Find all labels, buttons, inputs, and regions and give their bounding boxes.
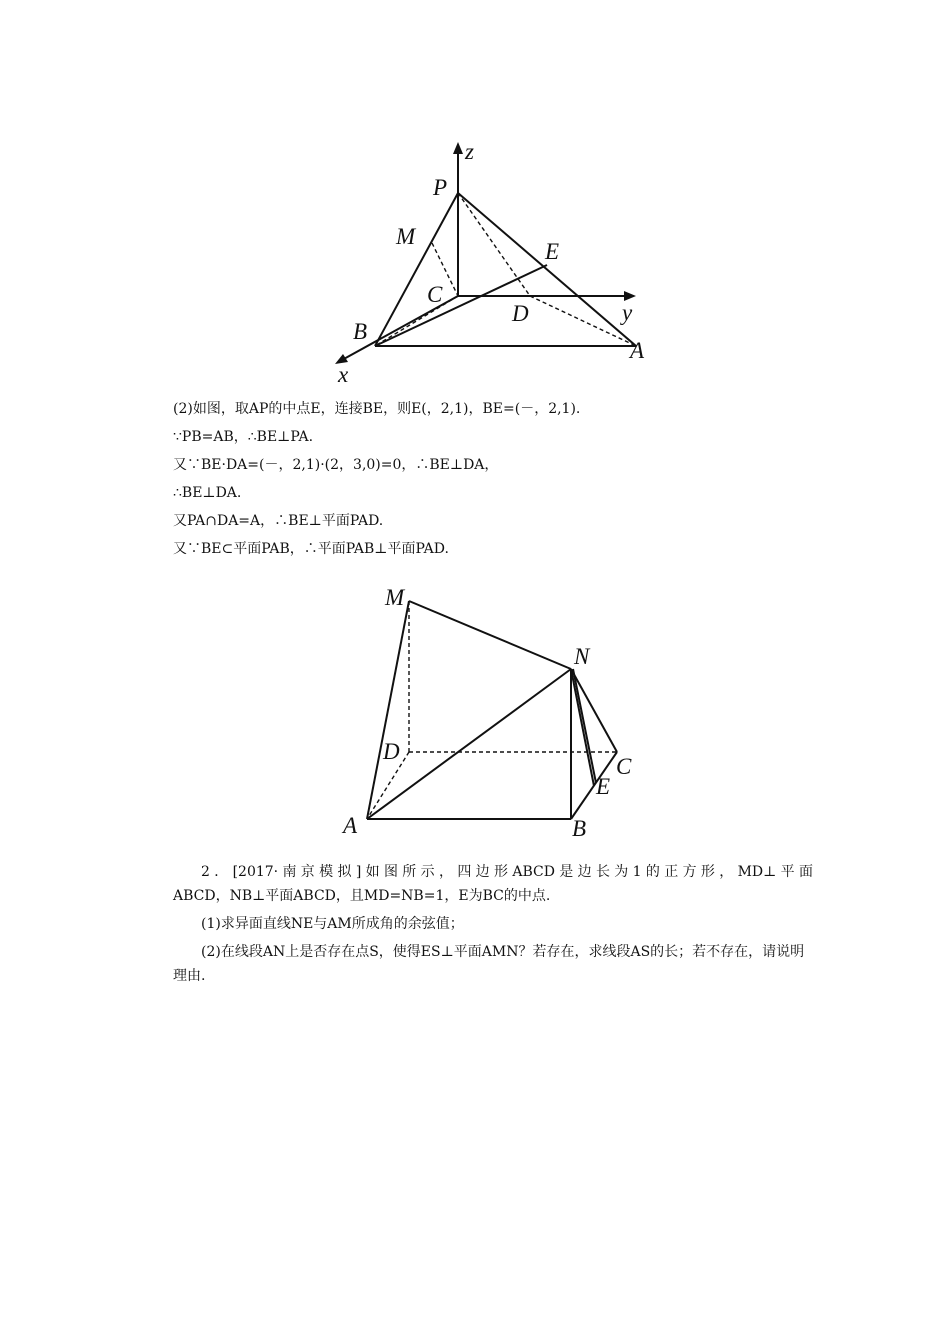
solution-line-3: 又∵BE·DA=(－，2,1)·(2，3,0)=0，∴BE⊥DA， (173, 457, 499, 473)
label-z: z (465, 139, 474, 164)
label-y: y (622, 300, 633, 325)
label-M: M (385, 585, 405, 610)
problem-2-question-2: (2)在线段AN上是否存在点S，使得ES⊥平面AMN？若存在，求线段AS的长；若不存在，请说明理由. (173, 944, 805, 984)
label-A: A (343, 813, 358, 838)
figure-pyramid-axes (320, 128, 660, 390)
label-B: B (353, 319, 368, 344)
edge-AM (367, 601, 409, 819)
label-D: D (512, 301, 529, 326)
label-E: E (545, 239, 560, 264)
label-N: N (574, 644, 590, 669)
problem-2-line-1: 2．[2017·南京模拟]如图所示，四边形ABCD是边长为1的正方形，MD⊥平面 (201, 864, 813, 880)
solution-line-4: ∴BE⊥DA. (173, 485, 242, 501)
z-arrow (453, 142, 463, 154)
label-P: P (433, 175, 448, 200)
label-x: x (338, 362, 349, 387)
edge-PA (458, 193, 636, 346)
edge-NC (571, 669, 617, 752)
label-M: M (396, 224, 416, 249)
label-B: B (572, 816, 587, 841)
figure-square-mdnb (335, 575, 655, 845)
problem-2 (173, 860, 813, 988)
label-A: A (630, 338, 645, 363)
label-D: D (383, 739, 400, 764)
solution-line-2: ∵PB=AB，∴BE⊥PA. (173, 429, 314, 445)
solution-line-6: 又∵BE⊂平面PAB，∴平面PAB⊥平面PAD. (173, 541, 449, 557)
edge-NE-2 (573, 669, 596, 783)
edge-NE (571, 669, 594, 786)
solution-line-5: 又PA∩DA=A，∴BE⊥平面PAD. (173, 513, 384, 529)
label-C: C (427, 282, 443, 307)
label-C: C (616, 754, 632, 779)
edge-MN (409, 601, 571, 669)
problem-2-question-1: (1)求异面直线NE与AM所成角的余弦值； (201, 916, 464, 932)
label-E: E (596, 774, 611, 799)
problem-2-line-2: ABCD，NB⊥平面ABCD，且MD=NB=1，E为BC的中点. (173, 888, 551, 904)
solution-line-1: (2)如图，取AP的中点E，连接BE，则E(，2,1)，BE=(－，2,1). (173, 401, 581, 417)
edge-DA (530, 296, 636, 346)
